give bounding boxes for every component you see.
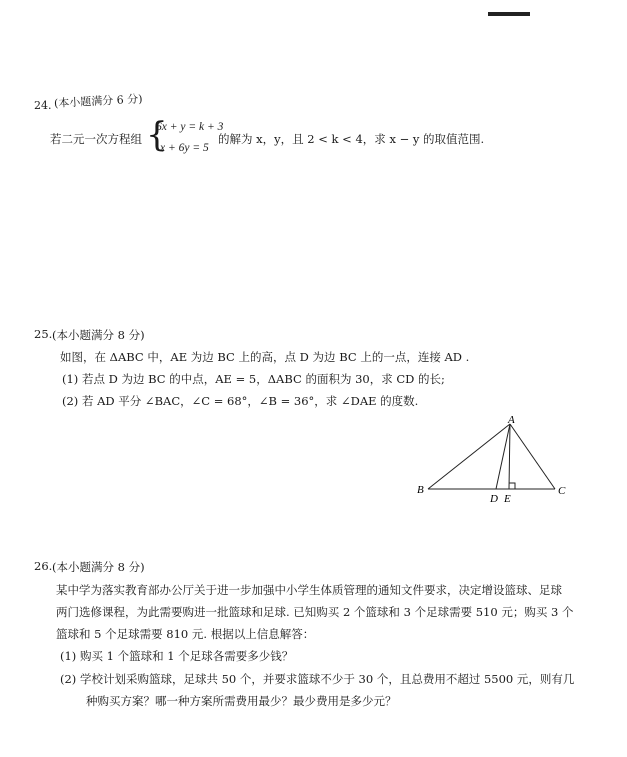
scan-mark — [488, 12, 530, 16]
side-ac — [510, 424, 555, 489]
q25-part2: (2) 若 AD 平分 ∠BAC，∠C = 68°，∠B = 36°，求 ∠DAE 的度数. — [62, 394, 419, 408]
q24-equation-2: x + 6y = 5 — [160, 142, 209, 154]
q24-stem-suffix: 的解为 x，y，且 2 < k < 4，求 x − y 的取值范围. — [218, 132, 485, 146]
segment-ae — [509, 424, 510, 489]
q25-triangle-figure — [410, 410, 580, 505]
q26-line3: 篮球和 5 个足球需要 810 元. 根据以上信息解答： — [56, 627, 315, 641]
q26-line1: 某中学为落实教育部办公厅关于进一步加强中小学生体质管理的通知文件要求，决定增设篮球、足球 — [56, 583, 562, 597]
q25-number: 25. — [34, 327, 53, 341]
q24-points: (本小题满分 6 分) — [53, 92, 143, 110]
q24-equation-1: 6x + y = k + 3 — [156, 121, 224, 133]
label-a: A — [508, 414, 515, 426]
right-angle-mark — [509, 483, 515, 489]
q25-part1: (1) 若点 D 为边 BC 的中点，AE = 5，ΔABC 的面积为 30，求 CD 的长; — [62, 372, 445, 386]
q26-points: (本小题满分 8 分) — [52, 560, 145, 574]
label-d: D — [490, 493, 498, 505]
q24-equation-brace: { — [146, 115, 168, 155]
label-e: E — [504, 493, 511, 505]
q24-stem-prefix: 若二元一次方程组 — [50, 132, 142, 146]
q26-part2-line2: 种购买方案？哪一种方案所需费用最少？最少费用是多少元？ — [86, 694, 397, 708]
label-b: B — [417, 484, 424, 496]
q26-part2-line1: (2) 学校计划采购篮球，足球共 50 个，并要求篮球不少于 30 个，且总费用不超过 5500 元，则有几 — [60, 672, 575, 686]
q25-points: (本小题满分 8 分) — [52, 328, 145, 342]
q25-stem: 如图，在 ΔABC 中，AE 为边 BC 上的高，点 D 为边 BC 上的一点，连接 AD . — [60, 350, 470, 364]
q26-part1: (1) 购买 1 个篮球和 1 个足球各需要多少钱？ — [60, 649, 294, 663]
label-c: C — [558, 485, 566, 497]
q24-number: 24. — [34, 99, 52, 112]
q26-number: 26. — [34, 559, 53, 573]
q26-line2: 两门选修课程，为此需要购进一批篮球和足球. 已知购买 2 个篮球和 3 个足球需要 510 元；购买 3 个 — [56, 605, 574, 619]
